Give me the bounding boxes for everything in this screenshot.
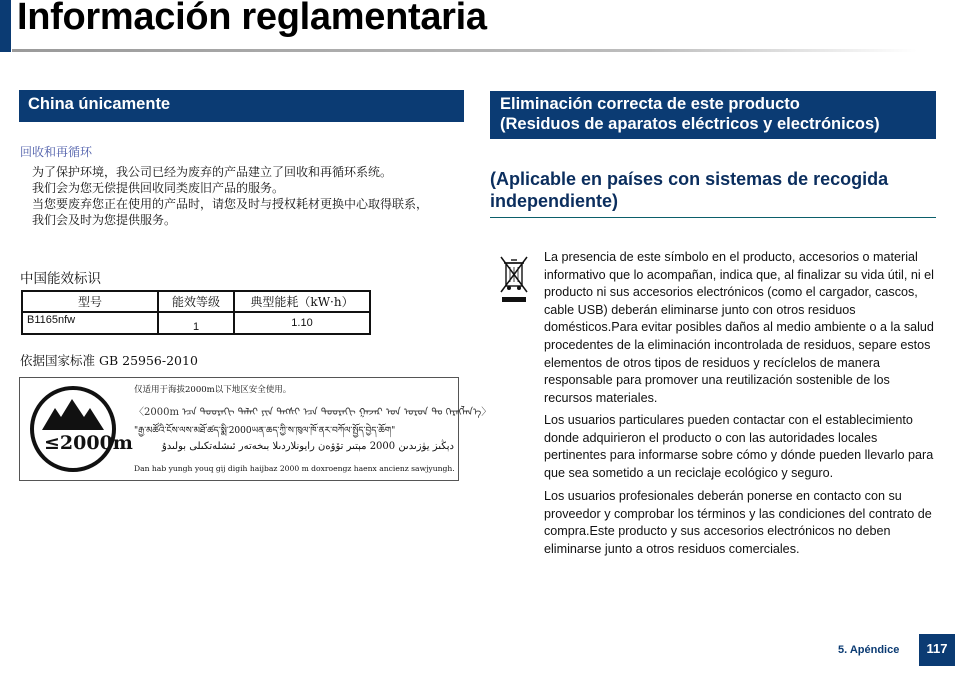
crossed-out-bin-icon [498,254,530,311]
recycle-line: 我们会及时为您提供服务。 [32,213,177,227]
table-header-cell: 典型能耗（kW·h） [234,291,370,312]
recycle-line: 当您要废弃您正在使用的产品时，请您及时与授权耗材更换中心取得联系， [32,197,429,211]
recycle-line: 为了保护环境，我公司已经为废弃的产品建立了回收和再循环系统。 [32,165,393,179]
footer-section-label: 5. Apéndice [838,644,900,656]
table-header-cell: 能效等级 [158,291,234,312]
table-header-cell: 型号 [22,291,158,312]
altitude-icon-label: ≤2000m [44,432,133,454]
disposal-paragraph: Los usuarios particulares pueden contactar con el establecimiento donde adquirieron el producto o con las autoridades locales pertinentes para informarse sobre cómo y dónde pueden llevarlo para que sea sometido a un reciclaje ecológico y seguro. [544,413,934,480]
recycle-paragraph [32,164,428,228]
disposal-paragraph: La presencia de este símbolo en el producto, accesorios o material informativo que lo acompañan, indica que, al finalizar su vida útil, ni el producto ni sus accesorios electrónicos (como el cargador, cascos, cable USB) deberán eliminarse junto con otros residuos domésticos.Para evitar posibles daños al medio ambiente o a la salud procedentes de la eliminación incontrolada de residuos, separe estos elementos de otros tipos de residuos y recíclelos de manera responsable para promover una reutilización sostenible de los recursos materiales. [544,250,934,405]
energy-label-title: 中国能效标识 [20,271,101,287]
title-accent-bar [0,0,11,52]
table-cell: B1165nfw [22,312,158,334]
disposal-section-subtitle: (Residuos de aparatos eléctricos y electrónicos) [500,115,880,133]
table-cell: 1 [158,312,234,334]
altitude-line-tibetan: "རྒྱ་མཚོའི་ངོས་ལས་མཐོ་ཚད་སྨི་2000ཡན་ཆད་ཀྱི་ས་ཁུལ་ཁོ་ནར་བཀོལ་སྤྱོད་བྱེད་ཆོག" [134,426,396,436]
disposal-paragraph: Los usuarios profesionales deberán ponerse en contacto con su proveedor y comprobar los términos y las condiciones del contrato de compra.Este producto y sus accesorios electrónicos no deben eliminarse junto a otros residuos comerciales. [544,489,932,556]
title-rule [12,49,917,52]
heading-rule [490,217,936,218]
altitude-line-uyghur: دېڭىز يۈزىدىن 2000 مېتىر تۆۋەن رايونلاردىلا بىخەتەر ئىشلەتكىلى بولىدۇ [161,441,454,452]
page-number: 117 [919,634,955,666]
standard-text: 依据国家标准 GB 25956-2010 [20,353,198,368]
applicability-heading: (Aplicable en países con sistemas de recogida independiente) [490,169,889,211]
altitude-line-mongolian: 〈2000m ᠡᠴᠡ ᠳᠣᠣᠷᠠᠬᠢ ᠳᠠᠯᠠᠢ ᠶᠢᠨ ᠲᠡᠭᠰᠢ ᠡᠴᠡ ᠳᠣᠣᠷᠠᠬᠢ ᠭᠠᠵᠠᠷ ᠤᠨ ᠣᠷᠣᠨ ᠲᠤ ᠬᠡᠷᠡᠭᠯᠡᠨ᠎ᠡ〉 [134,407,492,418]
china-section-header [19,90,464,122]
altitude-line-chinese: 仅适用于海拔2000m以下地区安全使用。 [134,385,292,395]
energy-table [21,290,371,335]
disposal-section-header [490,91,936,139]
table-row [22,312,370,334]
recycle-line: 我们会为您无偿提供回收同类废旧产品的服务。 [32,181,285,195]
table-row [22,291,370,312]
altitude-line-zhuang: Dan hab yungh youq gij digih haijbaz 2000 m doxroengz haenx ancienz sawjyungh. [134,464,455,473]
page-title: Información reglamentaria [17,0,487,38]
recycle-heading: 回收和再循环 [20,145,93,159]
china-section-title: China únicamente [28,95,171,113]
altitude-warning-box [19,377,492,481]
disposal-section-title: Eliminación correcta de este producto [500,95,800,113]
table-cell: 1.10 [234,312,370,334]
